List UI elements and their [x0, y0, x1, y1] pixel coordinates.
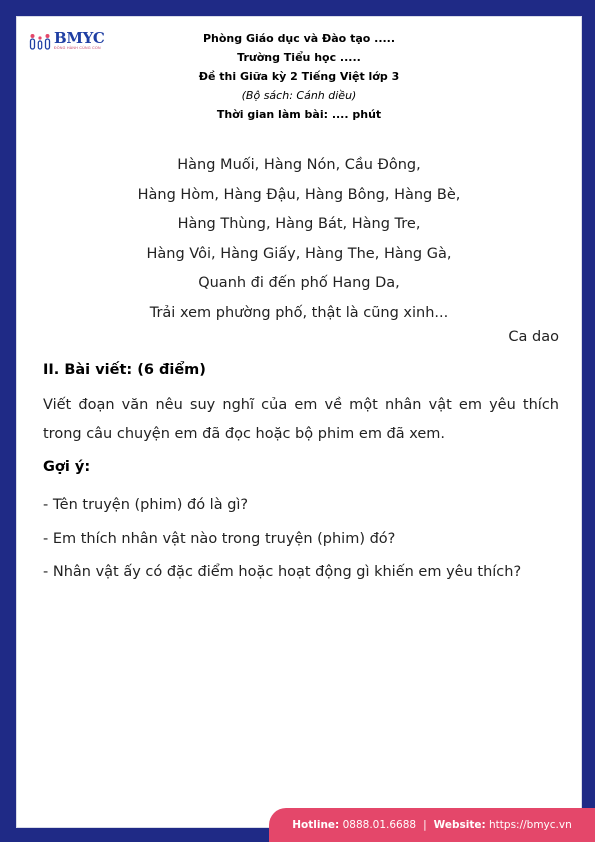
poem-line: Hàng Vôi, Hàng Giấy, Hàng The, Hàng Gà,: [146, 245, 452, 262]
website-label: Website:: [433, 819, 486, 831]
poem-line: Hàng Thùng, Hàng Bát, Hàng Tre,: [177, 216, 421, 232]
poem-line: Hàng Hòm, Hàng Đậu, Hàng Bông, Hàng Bè,: [137, 186, 461, 203]
exam-duration: Thời gian làm bài: .... phút: [216, 108, 382, 121]
writing-prompt: Viết đoạn văn nêu suy nghĩ của em về một nhân vật em yêu thích trong câu chuyện em đã đọc hoặc bộ phim em đã xem.: [43, 397, 559, 442]
logo-tagline: ĐỒNG HÀNH CÙNG CON: [54, 46, 101, 51]
exam-page: [16, 16, 582, 828]
poem-line: Hàng Muối, Hàng Nón, Cầu Đông,: [177, 157, 421, 173]
poem-line: Trải xem phường phố, thật là cũng xinh...: [149, 304, 449, 321]
writing-section-heading: II. Bài viết: (6 điểm): [43, 362, 206, 378]
exam-header: [17, 29, 581, 124]
book-series: (Bộ sách: Cánh diều): [241, 89, 357, 102]
poem: [17, 151, 581, 328]
hints-list: [43, 489, 573, 590]
poem-source: Ca dao: [508, 329, 559, 345]
school-line: Trường Tiểu học .....: [237, 51, 361, 64]
hint-item: - Nhân vật ấy có đặc điểm hoặc hoạt động gì khiến em yêu thích?: [43, 564, 522, 580]
hint-item: - Em thích nhân vật nào trong truyện (phim) đó?: [43, 530, 396, 547]
hotline-label: Hotline:: [292, 819, 340, 831]
contact-footer: [269, 808, 595, 842]
hint-item: - Tên truyện (phim) đó là gì?: [43, 497, 249, 513]
footer-separator: |: [423, 819, 427, 831]
department-line: Phòng Giáo dục và Đào tạo .....: [202, 32, 396, 45]
logo-name: BMYC: [54, 29, 105, 48]
hotline-number[interactable]: 0888.01.6688: [342, 819, 417, 831]
hints-title: Gợi ý:: [43, 459, 91, 475]
website-link[interactable]: https://bmyc.vn: [489, 819, 572, 831]
poem-line: Quanh đi đến phố Hang Da,: [198, 275, 400, 291]
exam-title: Đề thi Giữa kỳ 2 Tiếng Việt lớp 3: [198, 70, 400, 83]
